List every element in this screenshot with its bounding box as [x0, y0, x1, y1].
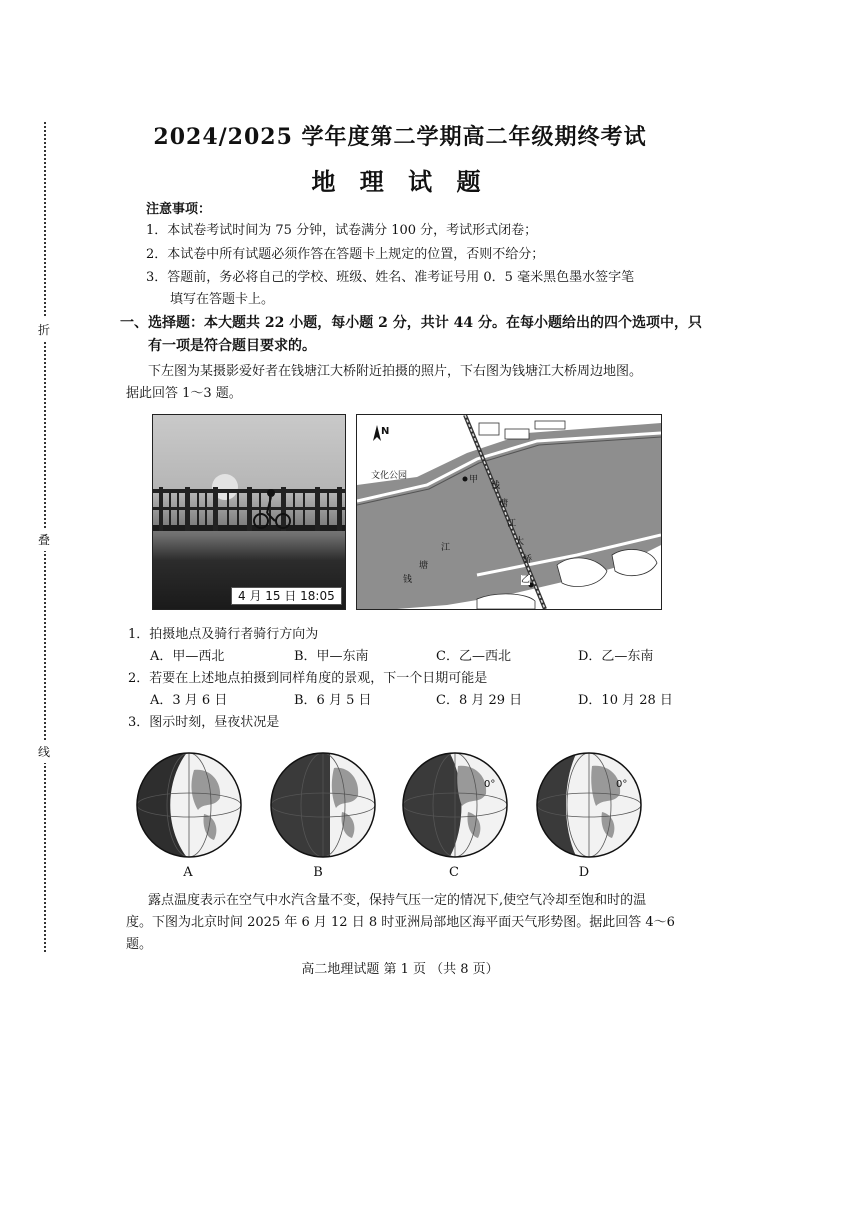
- q1-option-a: A．甲—西北: [150, 649, 225, 664]
- globe-c-meridian-label: 0°: [484, 779, 496, 790]
- globe-c-drawing: [400, 750, 510, 860]
- exam-subtitle: 地 理 试 题: [311, 167, 489, 196]
- binding-char-stack: 叠: [34, 528, 54, 551]
- q2-option-a: A．3 月 6 日: [150, 693, 228, 708]
- page-footer: 高二地理试题 第 1 页 （共 8 页）: [301, 962, 499, 977]
- intro-1-line1: 下左图为某摄影爱好者在钱塘江大桥附近拍摄的照片，下右图为钱塘江大桥周边地图。: [148, 364, 643, 379]
- globe-letter-a: A: [183, 865, 193, 880]
- bridge-char-4: 大: [515, 537, 525, 547]
- globe-d-meridian-label: 0°: [616, 779, 628, 790]
- q2-stem: 2．若要在上述地点拍摄到同样角度的景观，下一个日期可能是: [128, 671, 488, 686]
- intro-2-line2: 度。下图为北京时间 2025 年 6 月 12 日 8 时亚洲局部地区海平面天气形势图。据此回答 4～6: [126, 915, 675, 930]
- q2-option-d: D．10 月 28 日: [578, 693, 673, 708]
- globe-b: [268, 750, 378, 860]
- q2-option-c: C．8 月 29 日: [436, 693, 523, 708]
- q1-option-d: D．乙—东南: [578, 649, 654, 664]
- q1-option-b: B．甲—东南: [294, 649, 369, 664]
- q2-option-b: B．6 月 5 日: [294, 693, 372, 708]
- binding-char-fold: 折: [34, 318, 54, 341]
- intro-1-line2: 据此回答 1～3 题。: [126, 386, 242, 401]
- point-yi-label: 乙: [521, 575, 531, 585]
- globe-letter-b: B: [313, 865, 323, 880]
- river-char-3: 钱: [403, 575, 413, 585]
- globe-d-drawing: [534, 750, 644, 860]
- q3-stem: 3．图示时刻，昼夜状况是: [128, 715, 280, 730]
- photo-caption: 4 月 15 日 18:05: [231, 587, 342, 605]
- globe-b-drawing: [268, 750, 378, 860]
- globe-a-drawing: [134, 750, 244, 860]
- globe-letter-c: C: [449, 865, 459, 880]
- binding-char-line: 线: [34, 740, 54, 763]
- notes-item-3: 3．答题前，务必将自己的学校、班级、姓名、准考证号用 0．5 毫米黑色墨水签字笔: [146, 270, 635, 285]
- section-heading: 一、选择题：本大题共 22 小题，每小题 2 分，共计 44 分。在每小题给出的四个选项中，只: [120, 315, 702, 331]
- north-label: N: [381, 426, 390, 437]
- exam-title: 2024/2025 学年度第二学期高二年级期终考试: [153, 124, 647, 150]
- notes-item-1: 1．本试卷考试时间为 75 分钟，试卷满分 100 分，考试形式闭卷；: [146, 223, 538, 238]
- bridge-char-5: 桥: [523, 555, 533, 565]
- globe-letter-d: D: [578, 865, 590, 880]
- notes-item-2: 2．本试卷中所有试题必须作答在答题卡上规定的位置，否则不给分；: [146, 247, 545, 262]
- bridge-photo: [152, 414, 346, 610]
- notes-item-3-cont: 填写在答题卡上。: [170, 292, 275, 307]
- globe-c: [400, 750, 510, 860]
- park-label: 文化公园: [371, 471, 408, 481]
- globe-a: [134, 750, 244, 860]
- photo-scene: [153, 415, 345, 609]
- intro-2-line1: 露点温度表示在空气中水汽含量不变，保持气压一定的情况下,使空气冷却至饱和时的温: [148, 893, 647, 908]
- bridge-char-2: 塘: [499, 499, 509, 509]
- section-heading-cont: 有一项是符合题目要求的。: [148, 338, 316, 354]
- point-jia-label: 甲: [469, 475, 479, 485]
- bridge-char-3: 江: [507, 519, 517, 529]
- q1-option-c: C．乙—西北: [436, 649, 511, 664]
- bridge-map: [356, 414, 662, 610]
- bridge-char-1: 钱: [491, 481, 501, 491]
- globe-d: [534, 750, 644, 860]
- notes-heading: 注意事项：: [146, 202, 212, 217]
- river-char-1: 江: [441, 543, 451, 553]
- intro-2-line3: 题。: [126, 937, 153, 952]
- river-char-2: 塘: [419, 561, 429, 571]
- q1-stem: 1．拍摄地点及骑行者骑行方向为: [128, 627, 319, 642]
